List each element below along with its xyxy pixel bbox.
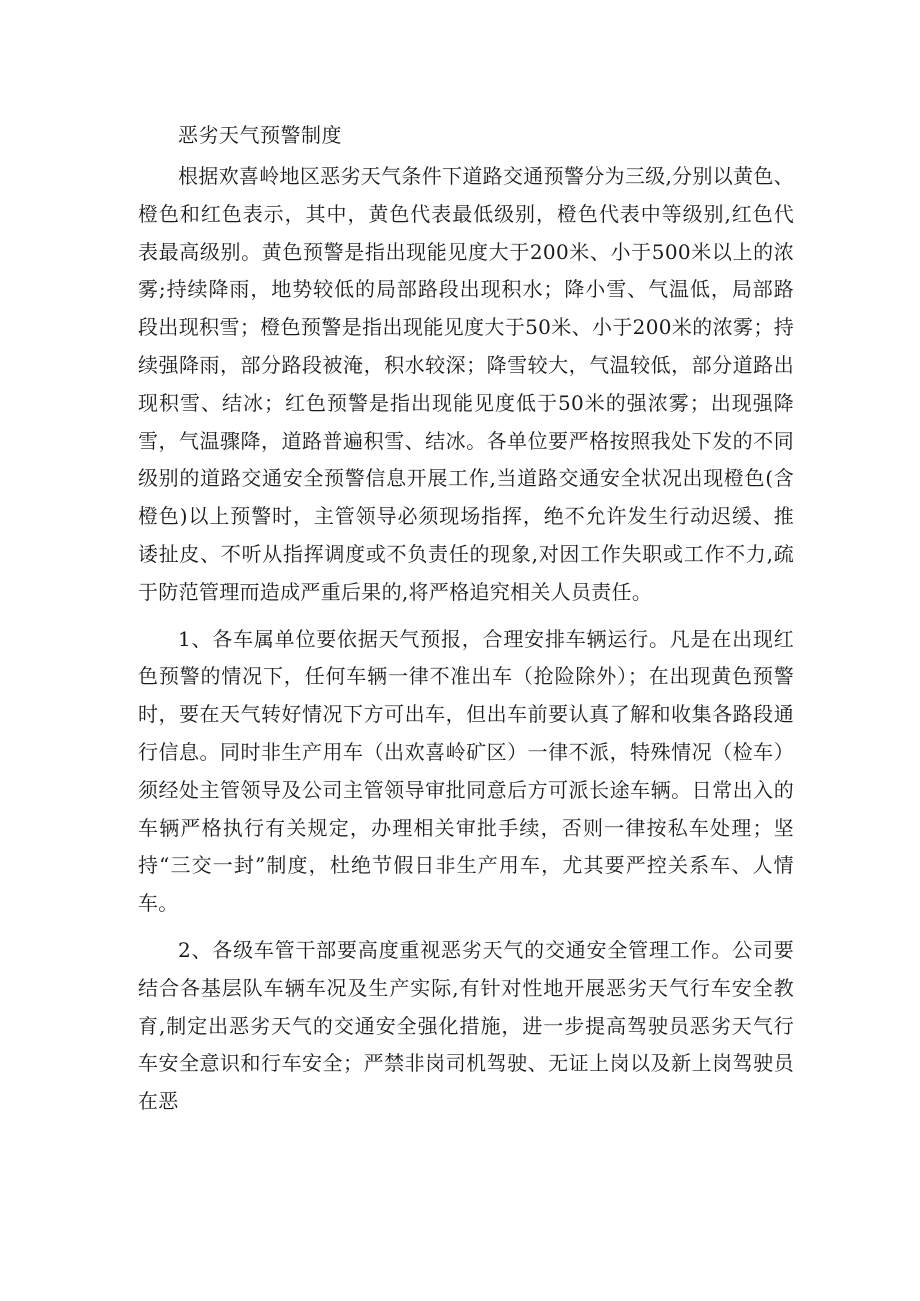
paragraph-item-2: 2、各级车管干部要高度重视恶劣天气的交通安全管理工作。公司要结合各基层队车辆车况及生产实际,有针对性地开展恶劣天气行车安全教育,制定出恶劣天气的交通安全强化措施，进一步提高驾驶员恶劣天气行车安全意识和行车安全；严禁非岗司机驾驶、无证上岗以及新上岗驾驶员在恶 <box>138 937 794 1114</box>
document-page <box>138 118 794 1121</box>
paragraph-item-1: 1、各车属单位要依据天气预报，合理安排车辆运行。凡是在出现红色预警的情况下，任何车辆一律不准出车（抢险除外）；在出现黄色预警时，要在天气转好情况下方可出车，但出车前要认真了解和收集各路段通行信息。同时非生产用车（出欢喜岭矿区）一律不派，特殊情况（检车）须经处主管领导及公司主管领导审批同意后方可派长途车辆。日常出入的车辆严格执行有关规定，办理相关审批手续，否则一律按私车处理；坚持“三交一封”制度，杜绝节假日非生产用车，尤其要严控关系车、人情车。 <box>138 626 794 916</box>
document-title: 恶劣天气预警制度 <box>178 123 342 147</box>
paragraph-warning-levels: 根据欢喜岭地区恶劣天气条件下道路交通预警分为三级,分别以黄色、橙色和红色表示，其中，黄色代表最低级别，橙色代表中等级别,红色代表最高级别。黄色预警是指出现能见度大于200米、小于500米以上的浓雾;持续降雨，地势较低的局部路段出现积水；降小雪、气温低，局部路段出现积雪；橙色预警是指出现能见度大于50米、小于200米的浓雾；持续强降雨，部分路段被淹，积水较深；降雪较大，气温较低，部分道路出现积雪、结冰；红色预警是指出现能见度低于50米的强浓雾；出现强降雪，气温骤降，道路普遍积雪、结冰。各单位要严格按照我处下发的不同级别的道路交通安全预警信息开展工作,当道路交通安全状况出现橙色(含橙色)以上预警时，主管领导必须现场指挥，绝不允许发生行动迟缓、推诿扯皮、不听从指挥调度或不负责任的现象,对因工作失职或工作不力,疏于防范管理而造成严重后果的,将严格追究相关人员责任。 <box>138 164 794 604</box>
